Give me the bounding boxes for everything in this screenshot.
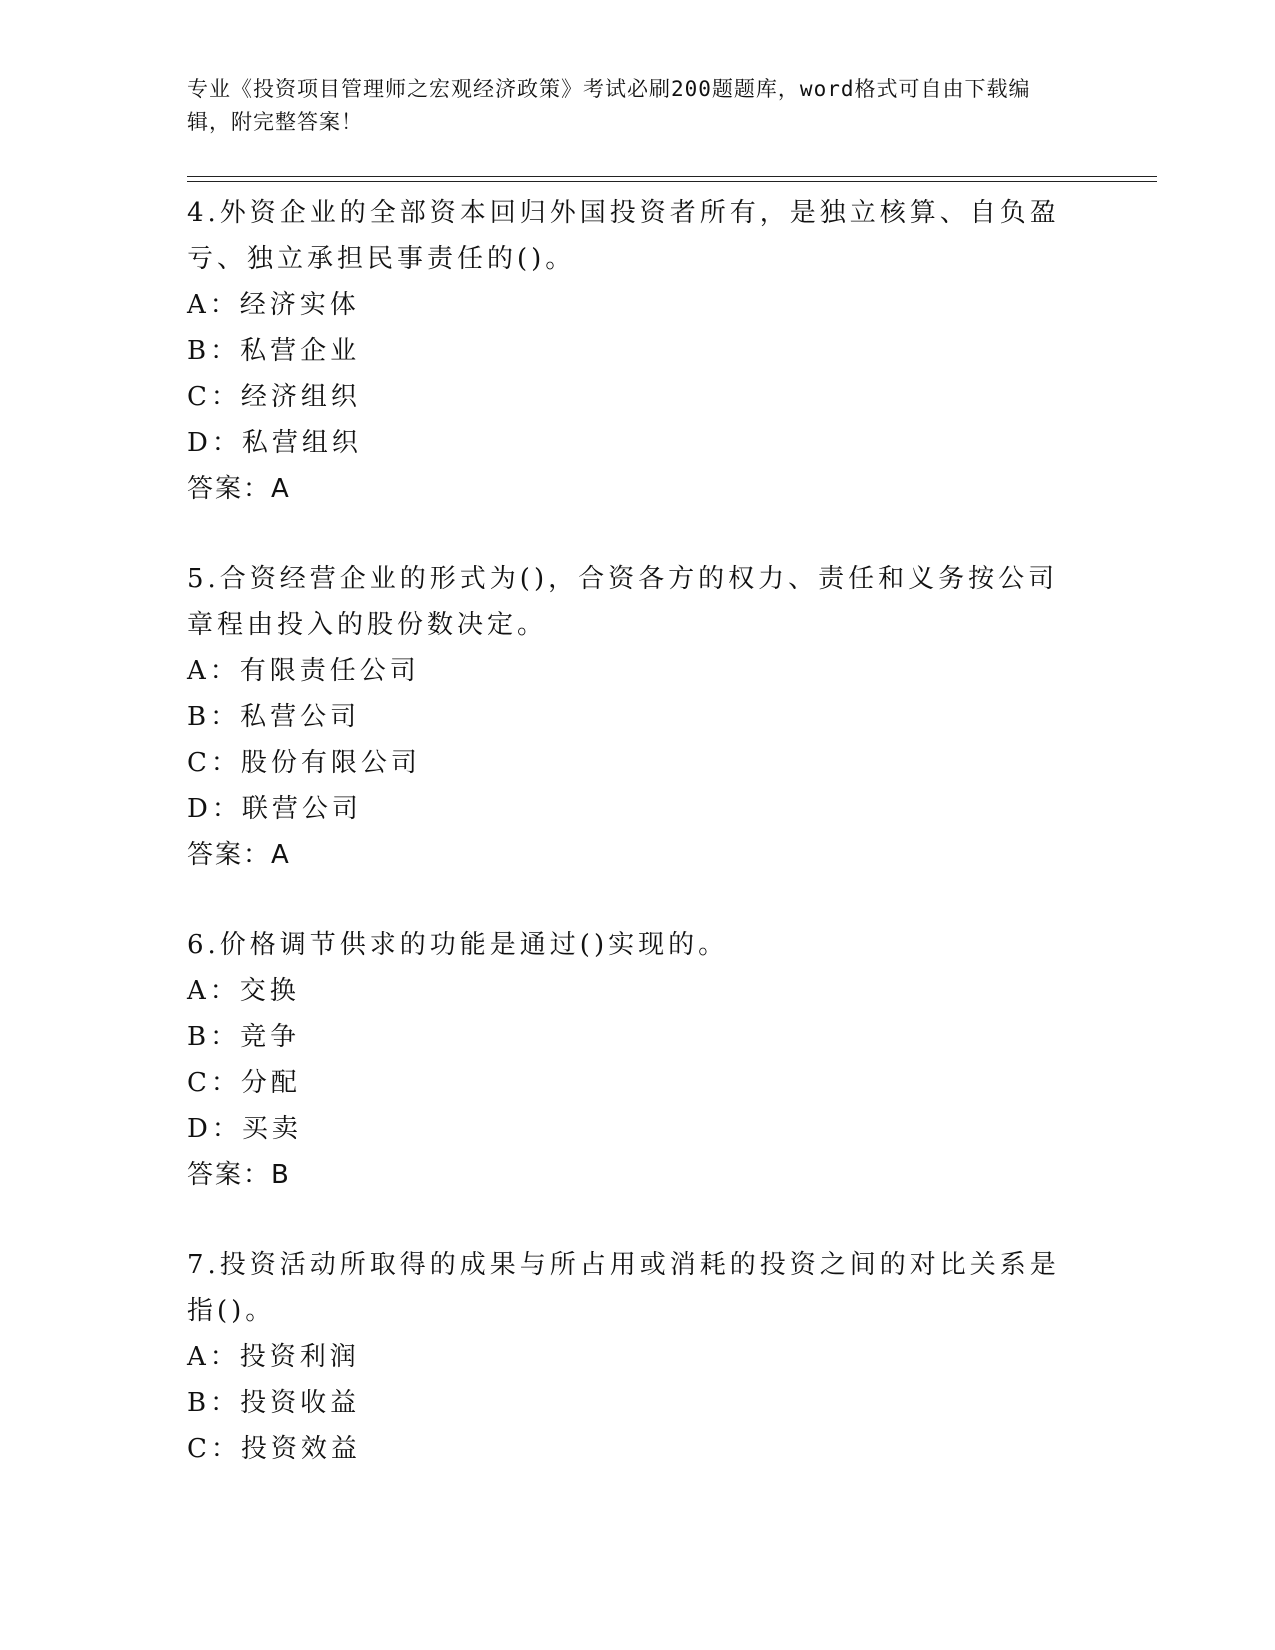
option-a: A：投资利润: [187, 1342, 360, 1372]
header-divider-bottom: [187, 181, 1157, 182]
option-b: B：投资收益: [187, 1388, 361, 1418]
option-d: D：私营组织: [187, 428, 362, 458]
header-divider-top: [187, 176, 1157, 177]
option-a: A：有限责任公司: [187, 656, 420, 686]
question-stem: 4.外资企业的全部资本回归外国投资者所有，是独立核算、自负盈亏、独立承担民事责任的()。: [187, 198, 1060, 274]
question-stem: 5.合资经营企业的形式为()，合资各方的权力、责任和义务按公司章程由投入的股份数决定。: [187, 564, 1059, 640]
question-5: [187, 556, 1087, 878]
option-b: B：私营企业: [187, 336, 361, 366]
option-a: A：交换: [187, 976, 300, 1006]
option-a: A：经济实体: [187, 290, 360, 320]
answer-line: 答案：B: [187, 1160, 291, 1190]
option-b: B：竞争: [187, 1022, 301, 1052]
option-d: D：买卖: [187, 1114, 302, 1144]
question-6: [187, 922, 1087, 1198]
option-c: C：分配: [187, 1068, 301, 1098]
answer-line: 答案：A: [187, 474, 291, 504]
option-c: C：经济组织: [187, 382, 361, 412]
option-b: B：私营公司: [187, 702, 361, 732]
answer-line: 答案：A: [187, 840, 291, 870]
option-c: C：投资效益: [187, 1434, 361, 1464]
option-c: C：股份有限公司: [187, 748, 421, 778]
question-list: [187, 190, 1087, 1516]
question-stem: 6.价格调节供求的功能是通过()实现的。: [187, 930, 729, 960]
question-7: [187, 1242, 1087, 1472]
question-stem: 7.投资活动所取得的成果与所占用或消耗的投资之间的对比关系是指()。: [187, 1250, 1060, 1326]
document-header: 专业《投资项目管理师之宏观经济政策》考试必刷200题题库，word格式可自由下载编辑，附完整答案！: [187, 77, 1031, 134]
question-4: [187, 190, 1087, 512]
option-d: D：联营公司: [187, 794, 362, 824]
